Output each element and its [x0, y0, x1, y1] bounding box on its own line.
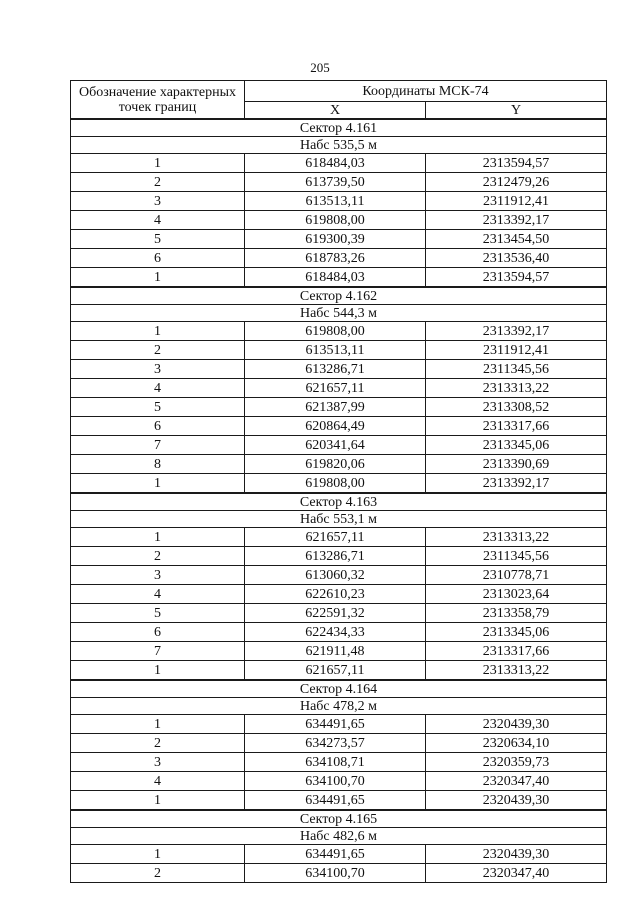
y-coordinate-cell: 2320439,30 [426, 845, 607, 864]
sector-nabs: Набс 478,2 м [71, 698, 607, 715]
point-number-cell: 3 [71, 753, 245, 772]
point-number-cell: 1 [71, 528, 245, 547]
sector-title-row [71, 287, 607, 305]
table-row [71, 417, 607, 436]
table-row [71, 192, 607, 211]
table-row [71, 436, 607, 455]
y-coordinate-cell: 2320634,10 [426, 734, 607, 753]
y-coordinate-cell: 2313023,64 [426, 585, 607, 604]
table-row [71, 772, 607, 791]
header-coordinates-group: Координаты МСК-74 [245, 81, 607, 102]
x-coordinate-cell: 618484,03 [245, 268, 426, 288]
table-row [71, 379, 607, 398]
sector-nabs: Набс 535,5 м [71, 137, 607, 154]
table-row [71, 154, 607, 173]
table-row [71, 360, 607, 379]
point-number-cell: 6 [71, 249, 245, 268]
sector-nabs: Набс 482,6 м [71, 828, 607, 845]
y-coordinate-cell: 2320359,73 [426, 753, 607, 772]
y-coordinate-cell: 2320347,40 [426, 772, 607, 791]
y-coordinate-cell: 2313317,66 [426, 642, 607, 661]
point-number-cell: 6 [71, 623, 245, 642]
x-coordinate-cell: 613286,71 [245, 547, 426, 566]
y-coordinate-cell: 2313345,06 [426, 436, 607, 455]
x-coordinate-cell: 613513,11 [245, 341, 426, 360]
point-number-cell: 2 [71, 173, 245, 192]
y-coordinate-cell: 2313313,22 [426, 661, 607, 681]
point-number-cell: 1 [71, 322, 245, 341]
y-coordinate-cell: 2313390,69 [426, 455, 607, 474]
x-coordinate-cell: 622591,32 [245, 604, 426, 623]
y-coordinate-cell: 2313454,50 [426, 230, 607, 249]
point-number-cell: 4 [71, 379, 245, 398]
table-row [71, 864, 607, 883]
x-coordinate-cell: 621657,11 [245, 379, 426, 398]
y-coordinate-cell: 2313594,57 [426, 268, 607, 288]
point-number-cell: 1 [71, 474, 245, 494]
table-row [71, 173, 607, 192]
point-number-cell: 1 [71, 715, 245, 734]
y-coordinate-cell: 2313536,40 [426, 249, 607, 268]
x-coordinate-cell: 619808,00 [245, 474, 426, 494]
point-number-cell: 3 [71, 360, 245, 379]
table-row [71, 249, 607, 268]
y-coordinate-cell: 2313308,52 [426, 398, 607, 417]
sector-nabs-row [71, 137, 607, 154]
x-coordinate-cell: 618484,03 [245, 154, 426, 173]
y-coordinate-cell: 2311912,41 [426, 341, 607, 360]
x-coordinate-cell: 619300,39 [245, 230, 426, 249]
header-point-designation: Обозначение характерных точек границ [71, 81, 245, 120]
point-number-cell: 7 [71, 436, 245, 455]
table-row [71, 845, 607, 864]
point-number-cell: 5 [71, 398, 245, 417]
y-coordinate-cell: 2313392,17 [426, 474, 607, 494]
sector-nabs-row [71, 698, 607, 715]
x-coordinate-cell: 613513,11 [245, 192, 426, 211]
table-row [71, 341, 607, 360]
y-coordinate-cell: 2320439,30 [426, 791, 607, 811]
point-number-cell: 8 [71, 455, 245, 474]
point-number-cell: 7 [71, 642, 245, 661]
sector-title-row [71, 493, 607, 511]
header-y: Y [426, 102, 607, 120]
point-number-cell: 4 [71, 585, 245, 604]
table-row [71, 398, 607, 417]
table-header [71, 81, 607, 120]
x-coordinate-cell: 634273,57 [245, 734, 426, 753]
point-number-cell: 3 [71, 192, 245, 211]
x-coordinate-cell: 634491,65 [245, 791, 426, 811]
sector-nabs: Набс 544,3 м [71, 305, 607, 322]
point-number-cell: 1 [71, 154, 245, 173]
x-coordinate-cell: 634491,65 [245, 845, 426, 864]
point-number-cell: 2 [71, 734, 245, 753]
table-row [71, 528, 607, 547]
point-number-cell: 4 [71, 211, 245, 230]
y-coordinate-cell: 2313358,79 [426, 604, 607, 623]
point-number-cell: 5 [71, 604, 245, 623]
table-row [71, 322, 607, 341]
table-row [71, 268, 607, 288]
sector-title-row [71, 680, 607, 698]
x-coordinate-cell: 620341,64 [245, 436, 426, 455]
y-coordinate-cell: 2320439,30 [426, 715, 607, 734]
table-row [71, 566, 607, 585]
x-coordinate-cell: 622434,33 [245, 623, 426, 642]
x-coordinate-cell: 634108,71 [245, 753, 426, 772]
table-row [71, 623, 607, 642]
y-coordinate-cell: 2311912,41 [426, 192, 607, 211]
table-row [71, 661, 607, 681]
x-coordinate-cell: 618783,26 [245, 249, 426, 268]
table-row [71, 642, 607, 661]
y-coordinate-cell: 2310778,71 [426, 566, 607, 585]
x-coordinate-cell: 619808,00 [245, 211, 426, 230]
point-number-cell: 2 [71, 341, 245, 360]
x-coordinate-cell: 621387,99 [245, 398, 426, 417]
y-coordinate-cell: 2313392,17 [426, 322, 607, 341]
x-coordinate-cell: 634100,70 [245, 772, 426, 791]
sector-nabs-row [71, 305, 607, 322]
x-coordinate-cell: 621911,48 [245, 642, 426, 661]
y-coordinate-cell: 2311345,56 [426, 360, 607, 379]
table-row [71, 547, 607, 566]
point-number-cell: 2 [71, 547, 245, 566]
sector-nabs-row [71, 511, 607, 528]
x-coordinate-cell: 621657,11 [245, 528, 426, 547]
table-row [71, 211, 607, 230]
point-number-cell: 1 [71, 661, 245, 681]
point-number-cell: 1 [71, 845, 245, 864]
x-coordinate-cell: 619808,00 [245, 322, 426, 341]
x-coordinate-cell: 620864,49 [245, 417, 426, 436]
x-coordinate-cell: 613286,71 [245, 360, 426, 379]
table-row [71, 734, 607, 753]
table-row [71, 585, 607, 604]
sector-nabs: Набс 553,1 м [71, 511, 607, 528]
table-body [71, 119, 607, 883]
sector-title: Сектор 4.164 [71, 680, 607, 698]
y-coordinate-cell: 2313313,22 [426, 528, 607, 547]
sector-title: Сектор 4.161 [71, 119, 607, 137]
table-row [71, 455, 607, 474]
table-row [71, 230, 607, 249]
x-coordinate-cell: 613060,32 [245, 566, 426, 585]
y-coordinate-cell: 2313594,57 [426, 154, 607, 173]
page-number: 205 [310, 60, 330, 75]
x-coordinate-cell: 621657,11 [245, 661, 426, 681]
point-number-cell: 3 [71, 566, 245, 585]
x-coordinate-cell: 613739,50 [245, 173, 426, 192]
y-coordinate-cell: 2313317,66 [426, 417, 607, 436]
x-coordinate-cell: 622610,23 [245, 585, 426, 604]
y-coordinate-cell: 2320347,40 [426, 864, 607, 883]
y-coordinate-cell: 2313313,22 [426, 379, 607, 398]
y-coordinate-cell: 2312479,26 [426, 173, 607, 192]
x-coordinate-cell: 619820,06 [245, 455, 426, 474]
table-row [71, 604, 607, 623]
x-coordinate-cell: 634100,70 [245, 864, 426, 883]
point-number-cell: 5 [71, 230, 245, 249]
sector-title-row [71, 119, 607, 137]
table-row [71, 753, 607, 772]
table-row [71, 715, 607, 734]
sector-nabs-row [71, 828, 607, 845]
table-row [71, 791, 607, 811]
x-coordinate-cell: 634491,65 [245, 715, 426, 734]
sector-title-row [71, 810, 607, 828]
point-number-cell: 1 [71, 268, 245, 288]
point-number-cell: 4 [71, 772, 245, 791]
y-coordinate-cell: 2313345,06 [426, 623, 607, 642]
point-number-cell: 1 [71, 791, 245, 811]
sector-title: Сектор 4.162 [71, 287, 607, 305]
point-number-cell: 2 [71, 864, 245, 883]
coordinates-table [70, 80, 607, 883]
table-row [71, 474, 607, 494]
sector-title: Сектор 4.165 [71, 810, 607, 828]
sector-title: Сектор 4.163 [71, 493, 607, 511]
y-coordinate-cell: 2311345,56 [426, 547, 607, 566]
point-number-cell: 6 [71, 417, 245, 436]
y-coordinate-cell: 2313392,17 [426, 211, 607, 230]
header-x: X [245, 102, 426, 120]
